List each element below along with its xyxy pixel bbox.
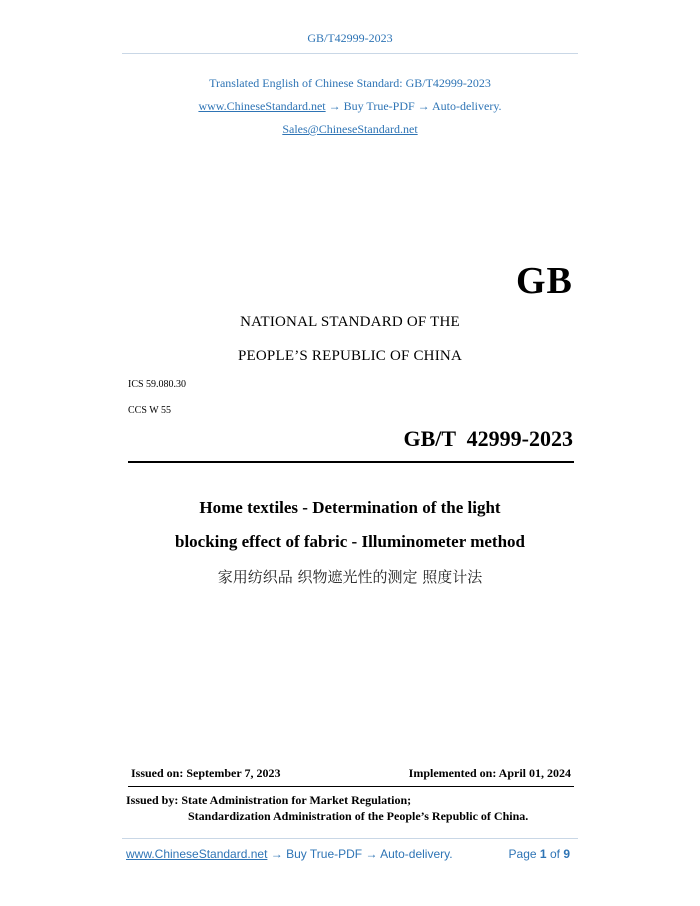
buy-pdf-text: → Buy True-PDF → Auto-delivery. — [325, 99, 502, 113]
promo-line — [0, 99, 700, 114]
title-chinese: 家用纺织品 织物遮光性的测定 照度计法 — [217, 568, 483, 586]
footer-divider — [122, 838, 578, 839]
dates-divider — [128, 786, 574, 787]
email-line — [0, 122, 700, 137]
chinesestandard-link[interactable]: www.ChineseStandard.net — [198, 99, 326, 113]
gb-logo: GB — [516, 260, 573, 302]
implemented-on-date: Implemented on: April 01, 2024 — [408, 766, 571, 780]
page-current: 1 — [539, 847, 547, 861]
title-line1: Home textiles - Determination of the light — [199, 498, 501, 517]
page-of: of — [549, 847, 560, 861]
national-standard-line1: NATIONAL STANDARD OF THE — [240, 314, 460, 330]
translation-notice: Translated English of Chinese Standard: GB/T42999-2023 — [209, 76, 491, 90]
standard-number: GB/T 42999-2023 — [403, 426, 573, 451]
issued-by-line2: Standardization Administration of the People’s Republic of China. — [188, 809, 529, 823]
page-label: Page — [508, 847, 537, 861]
header-standard-code: GB/T42999-2023 — [307, 31, 393, 45]
header-divider — [122, 53, 578, 54]
footer-buy-pdf-text: → Buy True-PDF → Auto-delivery. — [267, 847, 453, 861]
title-line2: blocking effect of fabric - Illuminometer method — [174, 532, 525, 551]
standard-number-divider — [128, 461, 574, 463]
page-indicator — [509, 847, 570, 861]
ccs-code: CCS W 55 — [128, 405, 171, 416]
sales-email-link[interactable]: Sales@ChineseStandard.net — [282, 122, 418, 136]
national-standard-line2: PEOPLE’S REPUBLIC OF CHINA — [238, 348, 462, 364]
ics-code: ICS 59.080.30 — [128, 379, 187, 390]
issued-by-line1: Issued by: State Administration for Market Regulation; — [126, 793, 412, 807]
issued-on-date: Issued on: September 7, 2023 — [131, 766, 281, 780]
footer-chinesestandard-link[interactable]: www.ChineseStandard.net — [126, 847, 268, 861]
footer-promo — [126, 847, 453, 861]
page-total: 9 — [563, 847, 570, 861]
